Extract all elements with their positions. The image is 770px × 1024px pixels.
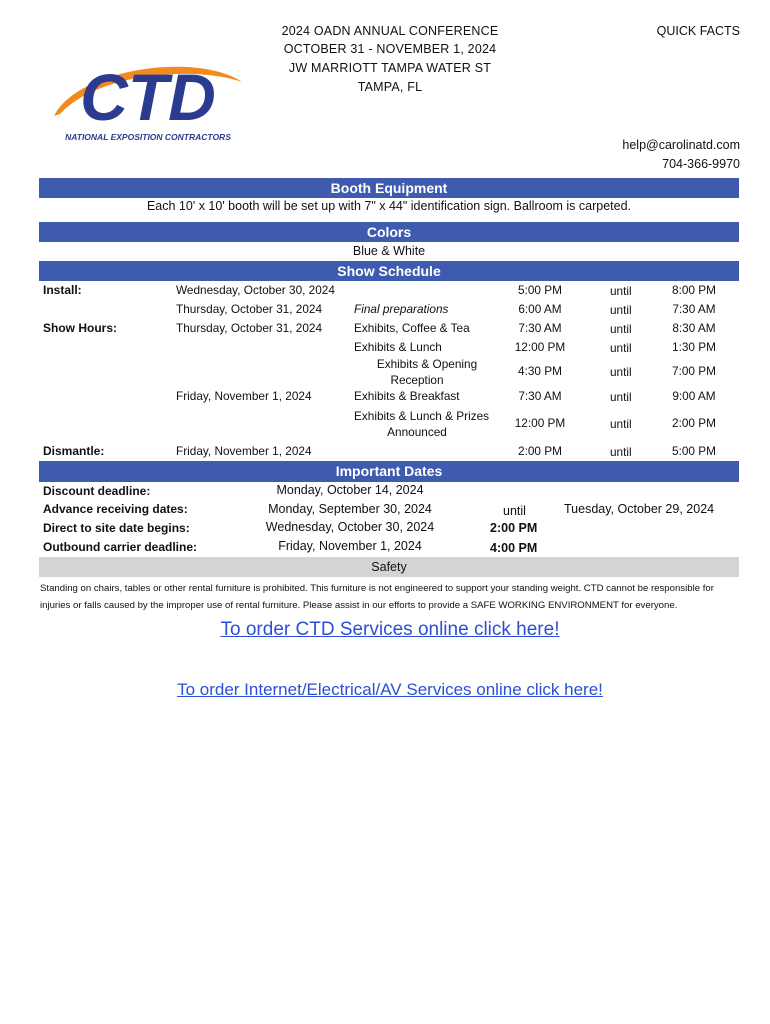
schedule-start: 12:00 PM — [514, 340, 566, 354]
schedule-end: 7:00 PM — [672, 364, 716, 378]
important-date: Wednesday, October 30, 2024 — [265, 520, 435, 534]
schedule-desc: Exhibits, Coffee & Tea — [354, 321, 470, 335]
important-label: Discount deadline: — [43, 484, 151, 498]
schedule-end: 9:00 AM — [672, 389, 716, 403]
event-city: TAMPA, FL — [357, 80, 423, 94]
important-dates-heading: Important Dates — [39, 461, 739, 482]
schedule-date: Thursday, October 31, 2024 — [176, 302, 323, 316]
schedule-until: until — [610, 284, 632, 298]
internet-services-link[interactable]: To order Internet/Electrical/AV Services online click here! — [177, 680, 603, 699]
schedule-desc-cont: Announced — [387, 425, 447, 439]
schedule-desc: Exhibits & Lunch — [354, 340, 442, 354]
important-date: Friday, November 1, 2024 — [278, 539, 422, 553]
important-end-date: Tuesday, October 29, 2024 — [564, 502, 715, 516]
important-label: Direct to site date begins: — [43, 521, 190, 535]
important-label: Advance receiving dates: — [43, 502, 188, 516]
schedule-start: 7:30 AM — [518, 321, 562, 335]
schedule-desc: Exhibits & Breakfast — [354, 389, 460, 403]
schedule-until: until — [610, 303, 632, 317]
show-hours-label: Show Hours: — [43, 321, 117, 335]
schedule-date: Friday, November 1, 2024 — [176, 389, 312, 403]
important-time: 2:00 PM — [490, 521, 538, 535]
quick-facts-heading: QUICK FACTS — [656, 24, 740, 38]
schedule-end: 1:30 PM — [672, 340, 716, 354]
colors-text: Blue & White — [352, 244, 426, 258]
logo-text: CTD — [80, 60, 216, 134]
schedule-end: 8:00 PM — [672, 283, 716, 297]
important-time: 4:00 PM — [490, 541, 538, 555]
schedule-desc: Final preparations — [354, 302, 449, 316]
schedule-start: 2:00 PM — [518, 444, 562, 458]
logo-tagline: NATIONAL EXPOSITION CONTRACTORS — [65, 132, 231, 142]
event-dates: OCTOBER 31 - NOVEMBER 1, 2024 — [283, 42, 497, 56]
dismantle-label: Dismantle: — [43, 444, 105, 458]
ctd-services-link[interactable]: To order CTD Services online click here! — [220, 619, 560, 640]
schedule-end: 7:30 AM — [672, 302, 716, 316]
schedule-start: 12:00 PM — [514, 416, 566, 430]
schedule-until: until — [610, 390, 632, 404]
contact-phone: 704-366-9970 — [662, 157, 740, 171]
schedule-end: 8:30 AM — [672, 321, 716, 335]
safety-text: Standing on chairs, tables or other rental furniture is prohibited. This furniture is not engineered to support your standing weight. CTD cannot be responsible for injuries or falls caused by the improper use of rental furniture. Please assist in our efforts to provide a SAFE WORKING ENVIRONMENT for everyone. — [40, 583, 714, 611]
schedule-desc-cont: Reception — [390, 373, 444, 387]
install-label: Install: — [43, 283, 82, 297]
important-until: until — [503, 504, 526, 518]
important-date: Monday, October 14, 2024 — [276, 483, 424, 497]
colors-heading: Colors — [39, 222, 739, 242]
schedule-desc: Exhibits & Opening — [376, 357, 478, 371]
schedule-end: 2:00 PM — [672, 416, 716, 430]
schedule-until: until — [610, 322, 632, 336]
schedule-until: until — [610, 445, 632, 459]
schedule-desc: Exhibits & Lunch & Prizes — [354, 409, 490, 423]
schedule-until: until — [610, 417, 632, 431]
schedule-until: until — [610, 365, 632, 379]
important-label: Outbound carrier deadline: — [43, 540, 198, 554]
contact-email[interactable]: help@carolinatd.com — [622, 138, 740, 152]
schedule-start: 6:00 AM — [518, 302, 562, 316]
schedule-start: 5:00 PM — [518, 283, 562, 297]
show-schedule-heading: Show Schedule — [39, 261, 739, 281]
event-venue: JW MARRIOTT TAMPA WATER ST — [288, 61, 492, 75]
schedule-start: 7:30 AM — [518, 389, 562, 403]
safety-heading: Safety — [39, 557, 739, 577]
booth-equipment-heading: Booth Equipment — [39, 178, 739, 198]
schedule-end: 5:00 PM — [672, 444, 716, 458]
schedule-start: 4:30 PM — [518, 364, 562, 378]
ctd-logo — [48, 58, 248, 150]
schedule-until: until — [610, 341, 632, 355]
important-date: Monday, September 30, 2024 — [268, 502, 432, 516]
schedule-date: Thursday, October 31, 2024 — [176, 321, 323, 335]
schedule-date: Wednesday, October 30, 2024 — [176, 283, 335, 297]
booth-equipment-text: Each 10' x 10' booth will be set up with 7" x 44" identification sign. Ballroom is carpeted. — [146, 199, 632, 213]
schedule-date: Friday, November 1, 2024 — [176, 444, 312, 458]
event-title: 2024 OADN ANNUAL CONFERENCE — [281, 24, 499, 38]
